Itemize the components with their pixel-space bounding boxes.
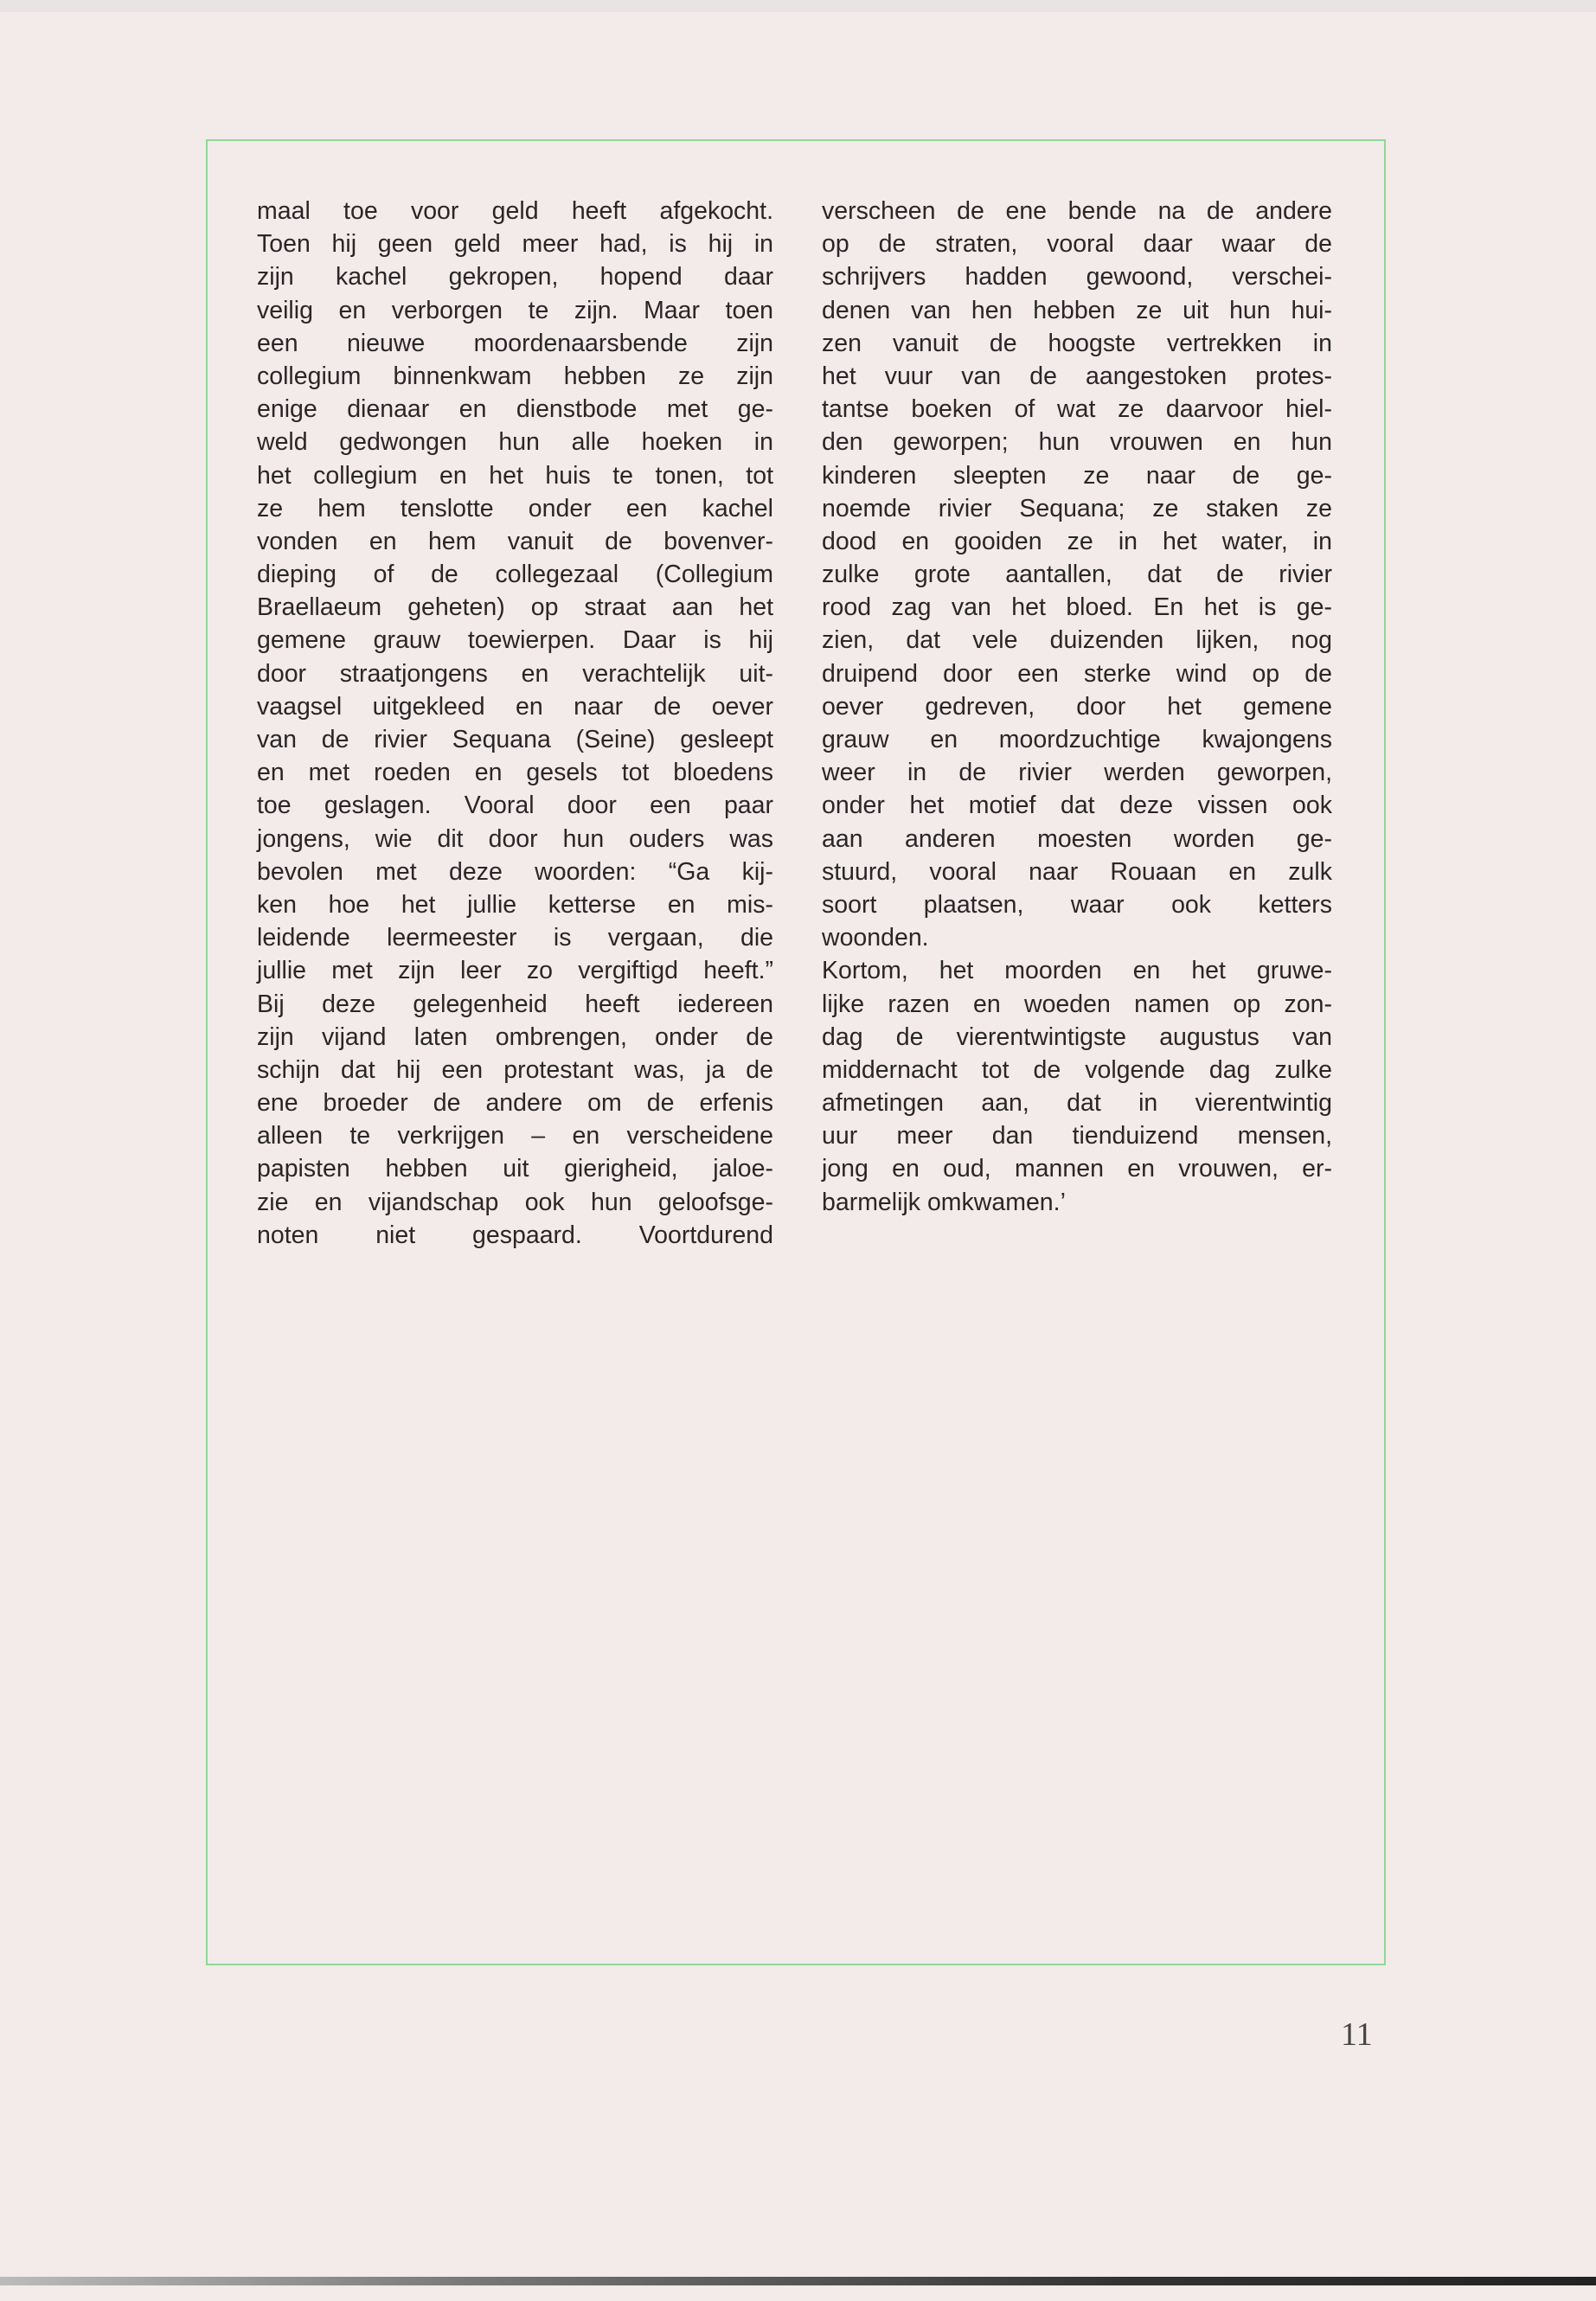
- text-line: ene broeder de andere om de erfenis: [257, 1089, 773, 1118]
- text-line: middernacht tot de volgende dag zulke: [822, 1055, 1332, 1084]
- text-line: grauw en moordzuchtige kwajongens: [822, 726, 1332, 753]
- text-line: barmelijk omkwamen.’: [822, 1188, 1066, 1216]
- page-number: 11: [1341, 2016, 1373, 2053]
- text-line: vaagsel uitgekleed en naar de oever: [257, 692, 773, 721]
- text-line: het collegium en het huis te tonen, tot: [257, 461, 773, 490]
- text-line: soort plaatsen, waar ook ketters: [822, 890, 1332, 919]
- text-line: zulke grote aantallen, dat de rivier: [822, 561, 1332, 589]
- text-line: lijke razen en woeden namen op zon-: [822, 990, 1332, 1018]
- text-line: weer in de rivier werden geworpen,: [822, 759, 1332, 787]
- text-line: noemde rivier Sequana; ze staken ze: [822, 494, 1332, 522]
- text-line: stuurd, vooral naar Rouaan en zulk: [822, 857, 1332, 886]
- text-line: aan anderen moesten worden ge-: [822, 824, 1332, 853]
- text-line: Braellaeum geheten) op straat aan het: [257, 593, 773, 622]
- text-line: alleen te verkrijgen – en verscheidene: [257, 1122, 773, 1150]
- text-line: druipend door een sterke wind op de: [822, 659, 1332, 688]
- text-line: noten niet gespaard. Voortdurend: [257, 1221, 773, 1249]
- text-line: afmetingen aan, dat in vierentwintig: [822, 1089, 1332, 1118]
- text-line: ken hoe het jullie ketterse en mis-: [257, 890, 773, 919]
- text-line: oever gedreven, door het gemene: [822, 692, 1332, 721]
- text-line: zen vanuit de hoogste vertrekken in: [822, 329, 1332, 357]
- text-line: kinderen sleepten ze naar de ge-: [822, 461, 1332, 490]
- text-line: zijn vijand laten ombrengen, onder de: [257, 1022, 773, 1051]
- text-line: dieping of de collegezaal (Collegium: [257, 561, 773, 589]
- text-line: schrijvers hadden gewoond, verschei-: [822, 263, 1332, 292]
- text-line: toe geslagen. Vooral door een paar: [257, 792, 773, 820]
- text-line: van de rivier Sequana (Seine) gesleept: [257, 726, 773, 753]
- page-top-edge: [0, 0, 1596, 12]
- text-line: veilig en verborgen te zijn. Maar toen: [257, 296, 773, 324]
- text-line: ze hem tenslotte onder een kachel: [257, 494, 773, 522]
- text-line: jong en oud, mannen en vrouwen, er-: [822, 1155, 1332, 1183]
- text-line: Toen hij geen geld meer had, is hij in: [257, 230, 773, 259]
- text-line: onder het motief dat deze vissen ook: [822, 792, 1332, 820]
- text-line: vonden en hem vanuit de bovenver-: [257, 527, 773, 555]
- text-line: gemene grauw toewierpen. Daar is hij: [257, 626, 773, 655]
- text-line: dood en gooiden ze in het water, in: [822, 527, 1332, 555]
- text-line: woonden.: [822, 924, 929, 952]
- text-line: jongens, wie dit door hun ouders was: [257, 824, 773, 853]
- text-line: dag de vierentwintigste augustus van: [822, 1022, 1332, 1051]
- text-line: den geworpen; hun vrouwen en hun: [822, 428, 1332, 457]
- text-line: denen van hen hebben ze uit hun hui-: [822, 296, 1332, 324]
- text-line: papisten hebben uit gierigheid, jaloe-: [257, 1155, 773, 1183]
- text-line: maal toe voor geld heeft afgekocht.: [257, 197, 773, 225]
- text-line: bevolen met deze woorden: “Ga kij-: [257, 857, 773, 886]
- text-line: collegium binnenkwam hebben ze zijn: [257, 362, 773, 390]
- text-line: en met roeden en gesels tot bloedens: [257, 759, 773, 787]
- text-line: weld gedwongen hun alle hoeken in: [257, 428, 773, 457]
- text-column-left: [257, 195, 773, 1252]
- text-line: schijn dat hij een protestant was, ja de: [257, 1055, 773, 1084]
- text-line: op de straten, vooral daar waar de: [822, 230, 1332, 259]
- text-line: Kortom, het moorden en het gruwe-: [822, 957, 1332, 985]
- text-line: enige dienaar en dienstbode met ge-: [257, 395, 773, 424]
- text-line: een nieuwe moordenaarsbende zijn: [257, 329, 773, 357]
- text-line: tantse boeken of wat ze daarvoor hiel-: [822, 395, 1332, 424]
- text-line: leidende leermeester is vergaan, die: [257, 924, 773, 952]
- text-line: zie en vijandschap ook hun geloofsge-: [257, 1188, 773, 1216]
- text-line: verscheen de ene bende na de andere: [822, 197, 1332, 225]
- scan-bottom-edge: [0, 2277, 1596, 2285]
- text-line: Bij deze gelegenheid heeft iedereen: [257, 990, 773, 1018]
- text-line: door straatjongens en verachtelijk uit-: [257, 659, 773, 688]
- text-column-right: [822, 195, 1332, 1219]
- text-line: uur meer dan tienduizend mensen,: [822, 1122, 1332, 1150]
- text-line: zien, dat vele duizenden lijken, nog: [822, 626, 1332, 655]
- text-line: rood zag van het bloed. En het is ge-: [822, 593, 1332, 622]
- text-line: het vuur van de aangestoken protes-: [822, 362, 1332, 390]
- text-line: zijn kachel gekropen, hopend daar: [257, 263, 773, 292]
- text-line: jullie met zijn leer zo vergiftigd heeft.”: [257, 957, 773, 985]
